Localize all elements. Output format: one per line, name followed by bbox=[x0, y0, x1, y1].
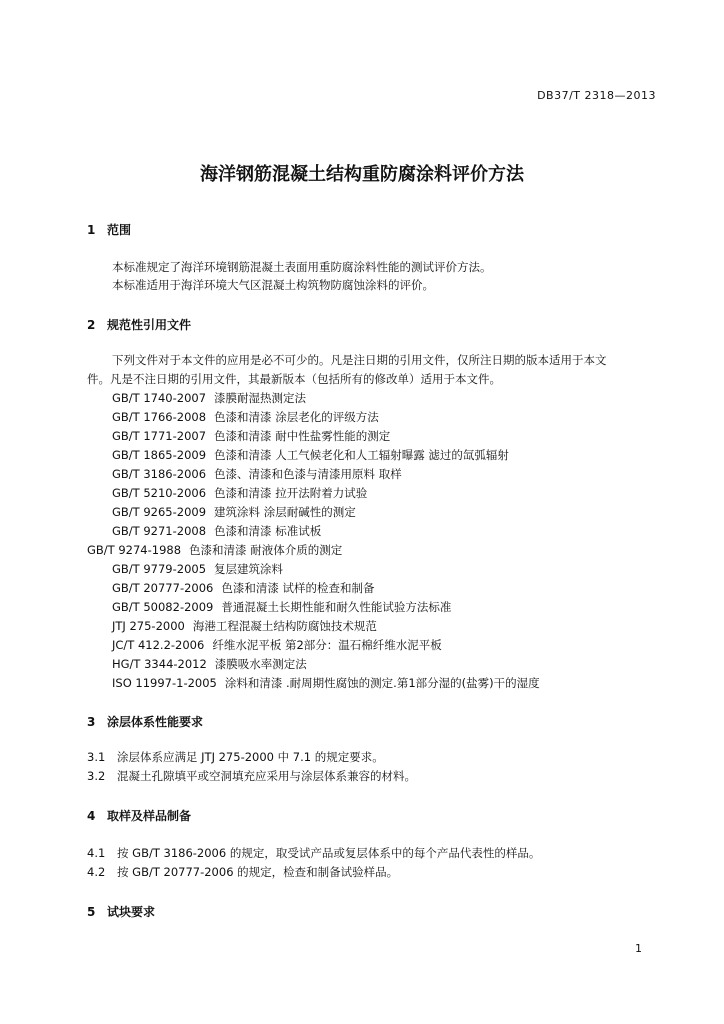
section-number: 1 bbox=[87, 223, 96, 237]
reference-item bbox=[112, 656, 307, 672]
section-title: 规范性引用文件 bbox=[107, 318, 192, 332]
reference-item bbox=[112, 409, 379, 425]
reference-code: JC/T 412.2-2006 bbox=[112, 638, 205, 652]
reference-name: 复层建筑涂料 bbox=[214, 562, 284, 576]
reference-name: 色漆和清漆 涂层老化的评级方法 bbox=[214, 410, 379, 424]
section-title: 涂层体系性能要求 bbox=[107, 715, 204, 729]
section-heading-specimen bbox=[87, 903, 155, 920]
clause-number: 3.2 bbox=[87, 769, 106, 783]
page-number: 1 bbox=[635, 942, 642, 955]
section-heading-sampling bbox=[87, 807, 191, 824]
reference-item bbox=[112, 428, 390, 444]
reference-code: GB/T 9274-1988 bbox=[87, 543, 182, 557]
clause-text: 混凝土孔隙填平或空洞填充应采用与涂层体系兼容的材料。 bbox=[117, 769, 416, 783]
reference-code: JTJ 275-2000 bbox=[112, 619, 185, 633]
section-title: 取样及样品制备 bbox=[107, 809, 192, 823]
reference-item bbox=[87, 542, 342, 558]
reference-code: GB/T 20777-2006 bbox=[112, 581, 214, 595]
reference-item bbox=[112, 523, 321, 539]
clause-3-1 bbox=[87, 749, 384, 765]
section-heading-scope bbox=[87, 221, 131, 238]
reference-item bbox=[112, 580, 375, 596]
reference-item bbox=[112, 561, 283, 577]
clause-text: 涂层体系应满足 JTJ 275-2000 中 7.1 的规定要求。 bbox=[117, 750, 384, 764]
clause-3-2 bbox=[87, 768, 416, 784]
clause-4-1 bbox=[87, 845, 540, 861]
reference-name: 色漆和清漆 拉开法附着力试验 bbox=[214, 486, 368, 500]
reference-name: 色漆和清漆 试样的检查和制备 bbox=[221, 581, 375, 595]
section-title: 试块要求 bbox=[107, 905, 156, 919]
reference-item bbox=[112, 504, 356, 520]
reference-item bbox=[112, 599, 451, 615]
reference-code: GB/T 5210-2006 bbox=[112, 486, 207, 500]
clause-text: 按 GB/T 3186-2006 的规定，取受试产品或复层体系中的每个产品代表性的样品。 bbox=[117, 846, 541, 860]
reference-item bbox=[112, 618, 377, 634]
reference-name: 漆膜吸水率测定法 bbox=[214, 657, 307, 671]
reference-name: 色漆、清漆和色漆与清漆用原料 取样 bbox=[214, 467, 402, 481]
document-title: 海洋钢筋混凝土结构重防腐涂料评价方法 bbox=[200, 164, 524, 185]
reference-code: GB/T 1740-2007 bbox=[112, 391, 207, 405]
section-heading-coating bbox=[87, 713, 203, 730]
reference-code: GB/T 1766-2008 bbox=[112, 410, 207, 424]
reference-name: 建筑涂料 涂层耐碱性的测定 bbox=[214, 505, 356, 519]
scope-paragraph-1: 本标准规定了海洋环境钢筋混凝土表面用重防腐涂料性能的测试评价方法。 bbox=[112, 260, 492, 274]
reference-code: GB/T 1771-2007 bbox=[112, 429, 207, 443]
scope-paragraph-2: 本标准适用于海洋环境大气区混凝土构筑物防腐蚀涂料的评价。 bbox=[112, 278, 434, 292]
normative-intro-line-1: 下列文件对于本文件的应用是必不可少的。凡是注日期的引用文件，仅所注日期的版本适用于本文 bbox=[112, 353, 607, 367]
clause-4-2 bbox=[87, 864, 398, 880]
reference-item bbox=[112, 447, 509, 463]
reference-name: 色漆和清漆 标准试板 bbox=[214, 524, 322, 538]
reference-code: GB/T 9779-2005 bbox=[112, 562, 207, 576]
clause-number: 3.1 bbox=[87, 750, 106, 764]
reference-code: ISO 11997-1-2005 bbox=[112, 676, 217, 690]
reference-item bbox=[112, 466, 402, 482]
clause-number: 4.2 bbox=[87, 865, 106, 879]
reference-name: 涂料和清漆 .耐周期性腐蚀的测定.第1部分湿的(盐雾)干的湿度 bbox=[224, 676, 540, 690]
section-number: 5 bbox=[87, 905, 96, 919]
clause-text: 按 GB/T 20777-2006 的规定，检查和制备试验样品。 bbox=[117, 865, 399, 879]
reference-name: 色漆和清漆 耐中性盐雾性能的测定 bbox=[214, 429, 391, 443]
reference-name: 色漆和清漆 耐液体介质的测定 bbox=[189, 543, 343, 557]
section-number: 2 bbox=[87, 318, 96, 332]
reference-code: GB/T 1865-2009 bbox=[112, 448, 207, 462]
reference-code: HG/T 3344-2012 bbox=[112, 657, 207, 671]
reference-name: 色漆和清漆 人工气候老化和人工辐射曝露 滤过的氙弧辐射 bbox=[214, 448, 509, 462]
section-number: 4 bbox=[87, 809, 96, 823]
reference-item bbox=[112, 675, 540, 691]
reference-name: 纤维水泥平板 第2部分：温石棉纤维水泥平板 bbox=[212, 638, 442, 652]
reference-code: GB/T 3186-2006 bbox=[112, 467, 207, 481]
normative-intro-line-2: 件。凡是不注日期的引用文件，其最新版本（包括所有的修改单）适用于本文件。 bbox=[87, 372, 501, 386]
section-title: 范围 bbox=[107, 223, 132, 237]
reference-name: 海港工程混凝土结构防腐蚀技术规范 bbox=[192, 619, 377, 633]
reference-code: GB/T 9271-2008 bbox=[112, 524, 207, 538]
reference-code: GB/T 9265-2009 bbox=[112, 505, 207, 519]
reference-code: GB/T 50082-2009 bbox=[112, 600, 214, 614]
section-number: 3 bbox=[87, 715, 96, 729]
document-code: DB37/T 2318—2013 bbox=[537, 89, 656, 102]
section-heading-normative bbox=[87, 316, 191, 333]
clause-number: 4.1 bbox=[87, 846, 106, 860]
reference-item bbox=[112, 485, 367, 501]
reference-name: 漆膜耐湿热测定法 bbox=[214, 391, 307, 405]
reference-name: 普通混凝土长期性能和耐久性能试验方法标准 bbox=[221, 600, 452, 614]
reference-item bbox=[112, 637, 442, 653]
reference-item bbox=[112, 390, 306, 406]
